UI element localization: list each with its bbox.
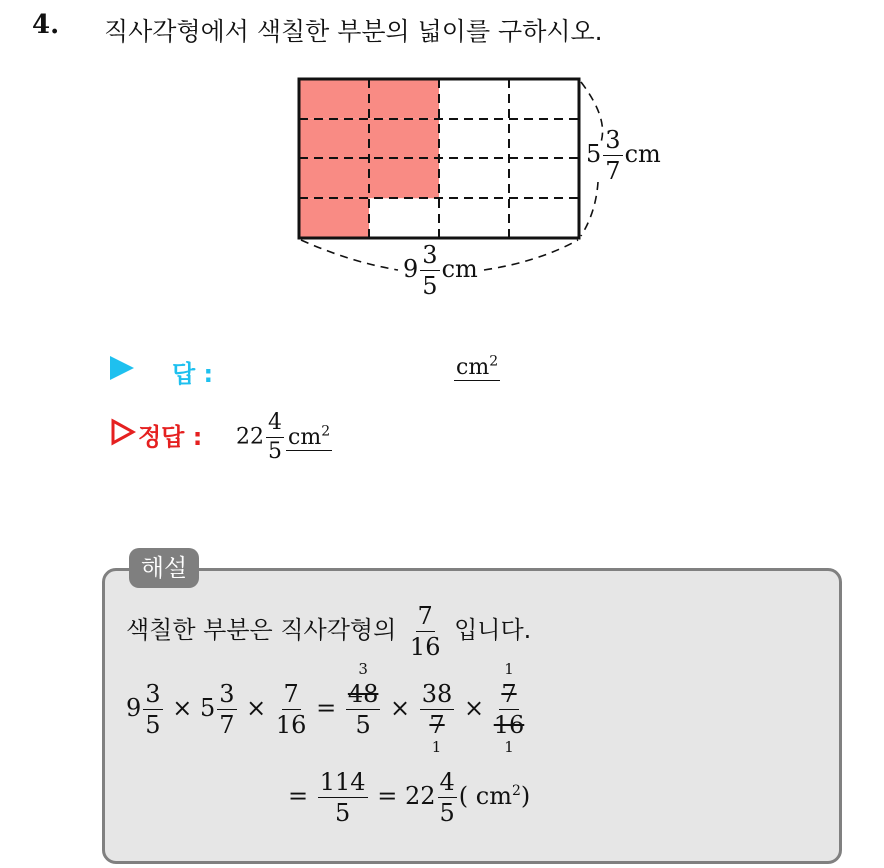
- correct-arrow-icon: [110, 418, 136, 446]
- explanation-equation-1: 9 $\frac{3}{5}$ × 5 $\frac{3}{7}$ × $\frac{7}{16}$ = 48 5 3 × 38 7 1 × 7 16 1 1: [126, 660, 525, 756]
- explanation-line-1: 색칠한 부분은 직사각형의 $\frac{7}{16}$ 입니다.: [126, 602, 532, 661]
- answer-unit: $cm^2$: [456, 354, 499, 381]
- width-label: 9 $\frac{3}{5}$ cm: [403, 241, 478, 300]
- width-arc-left: [301, 240, 398, 270]
- explanation-equation-2: = $\frac{114}{5}$ = 22 $\frac{4}{5}$ ( $cm^2$): [288, 768, 531, 827]
- question-text: 직사각형에서 색칠한 부분의 넓이를 구하시오.: [104, 17, 603, 46]
- shaded-cell: [369, 79, 439, 119]
- shaded-cell: [299, 159, 369, 199]
- correct-value: 22 $\frac{4}{5}$ $cm^2$: [236, 410, 331, 464]
- width-arc-right: [484, 240, 578, 270]
- explanation-tag: 해설: [129, 548, 199, 588]
- answer-label: 답 :: [172, 360, 214, 388]
- answer-arrow-icon: [110, 356, 134, 380]
- height-arc-bottom: [581, 182, 598, 236]
- shaded-cell: [299, 79, 369, 119]
- shaded-cell: [299, 119, 369, 159]
- shaded-cell: [369, 159, 439, 199]
- question-number: 4.: [32, 10, 60, 40]
- height-label: 5 $\frac{3}{7}$ cm: [586, 126, 661, 185]
- shaded-cell: [369, 119, 439, 159]
- shaded-cell: [299, 198, 369, 238]
- correct-label: 정답 :: [138, 423, 203, 451]
